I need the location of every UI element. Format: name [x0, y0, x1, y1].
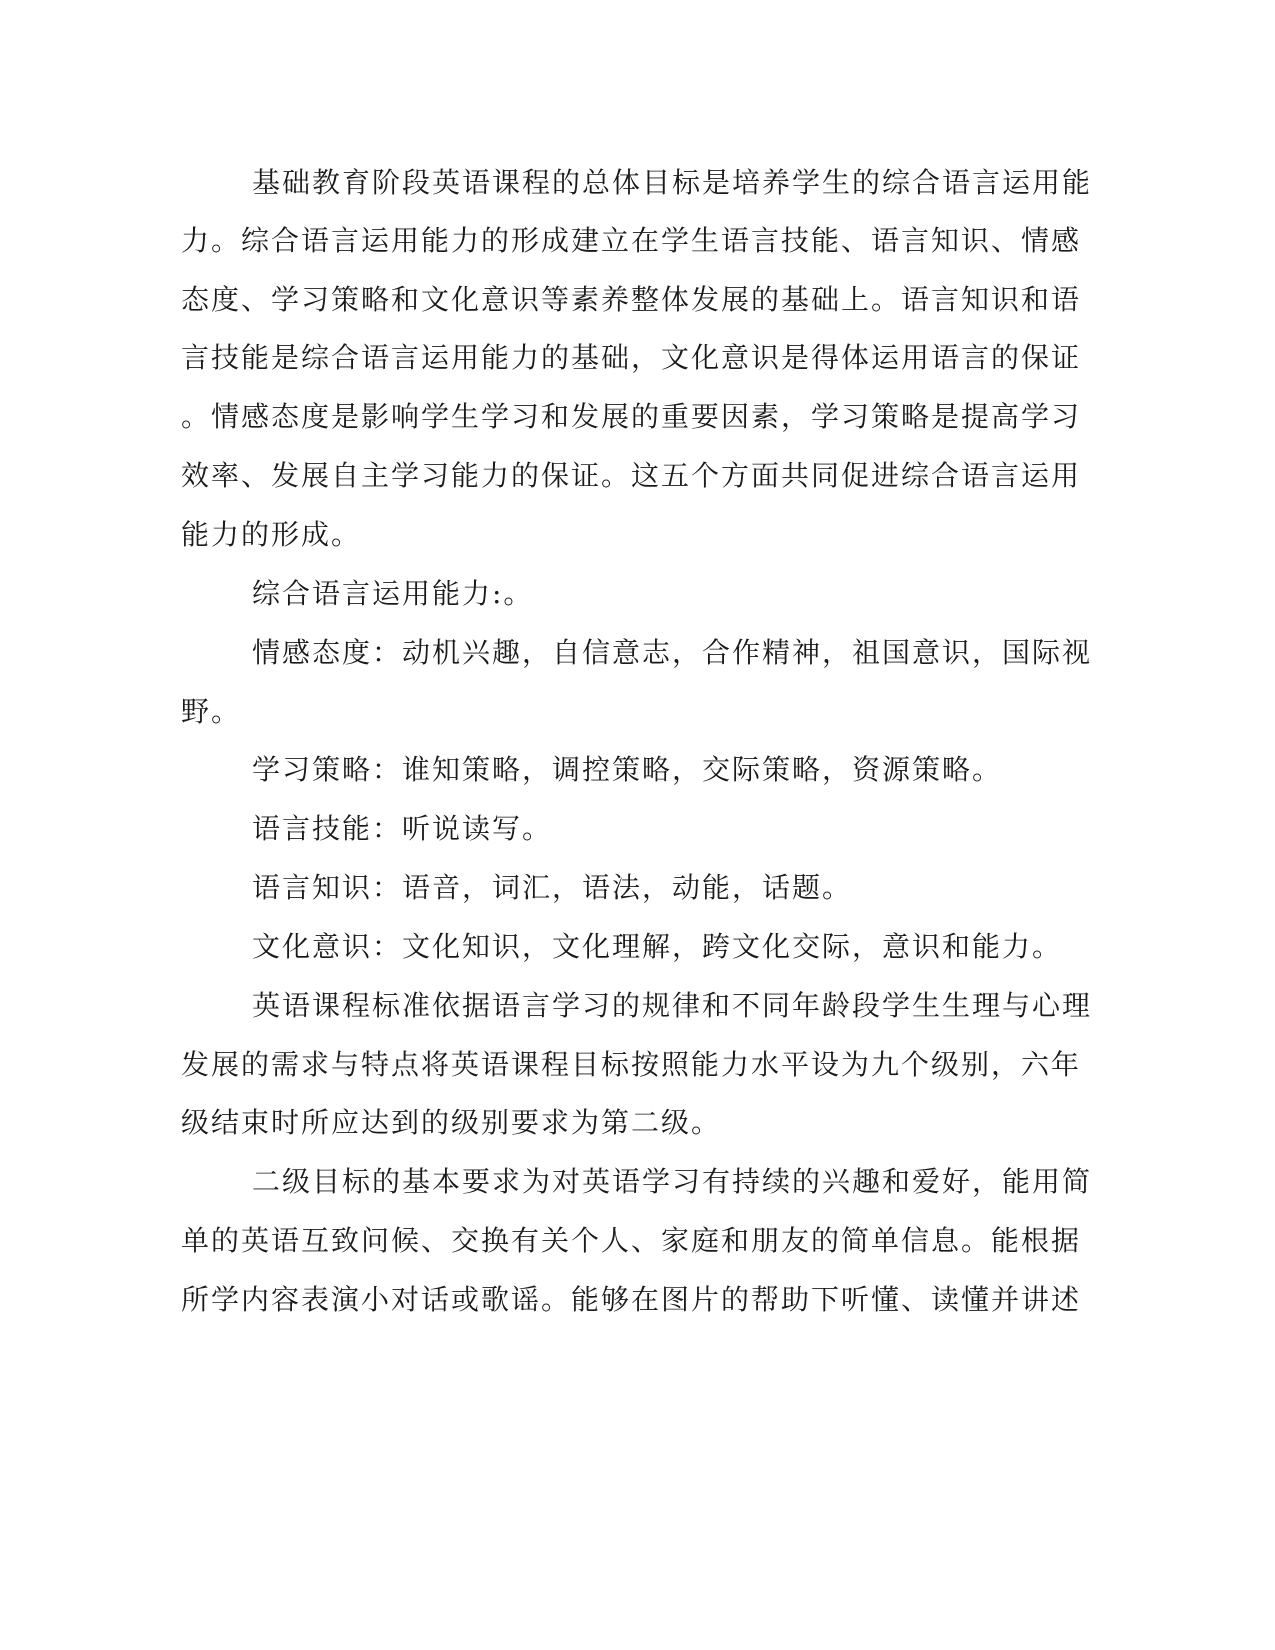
text-line-15: 英语课程标准依据语言学习的规律和不同年龄段学生生理与心理: [252, 989, 1093, 1022]
text-line-10: 野。: [181, 695, 242, 728]
text-line-11: 学习策略：谁知策略，调控策略，交际策略，资源策略。: [252, 753, 1003, 786]
text-line-3: 态度、学习策略和文化意识等素养整体发展的基础上。语言知识和语: [181, 283, 1082, 316]
text-line-1: 基础教育阶段英语课程的总体目标是培养学生的综合语言运用能: [252, 166, 1093, 199]
text-line-9: 情感态度：动机兴趣，自信意志，合作精神，祖国意识，国际视: [252, 636, 1093, 669]
text-line-14: 文化意识：文化知识，文化理解，跨文化交际，意识和能力。: [252, 930, 1063, 963]
text-line-16: 发展的需求与特点将英语课程目标按照能力水平设为九个级别，六年: [181, 1048, 1082, 1081]
text-line-19: 单的英语互致问候、交换有关个人、家庭和朋友的简单信息。能根据: [181, 1224, 1082, 1257]
text-line-17: 级结束时所应达到的级别要求为第二级。: [181, 1106, 722, 1139]
text-line-20: 所学内容表演小对话或歌谣。能够在图片的帮助下听懂、读懂并讲述: [181, 1283, 1082, 1316]
text-line-13: 语言知识：语音，词汇，语法，动能，话题。: [252, 871, 853, 904]
text-line-12: 语言技能：听说读写。: [252, 812, 553, 845]
text-line-6: 效率、发展自主学习能力的保证。这五个方面共同促进综合语言运用: [181, 459, 1082, 492]
text-line-5: 。情感态度是影响学生学习和发展的重要因素，学习策略是提高学习: [181, 400, 1082, 433]
text-line-2: 力。综合语言运用能力的形成建立在学生语言技能、语言知识、情感: [181, 224, 1082, 257]
text-line-7: 能力的形成。: [181, 518, 362, 551]
text-line-8: 综合语言运用能力:。: [252, 577, 534, 610]
text-line-18: 二级目标的基本要求为对英语学习有持续的兴趣和爱好，能用简: [252, 1165, 1093, 1198]
text-line-4: 言技能是综合语言运用能力的基础，文化意识是得体运用语言的保证: [181, 341, 1082, 374]
